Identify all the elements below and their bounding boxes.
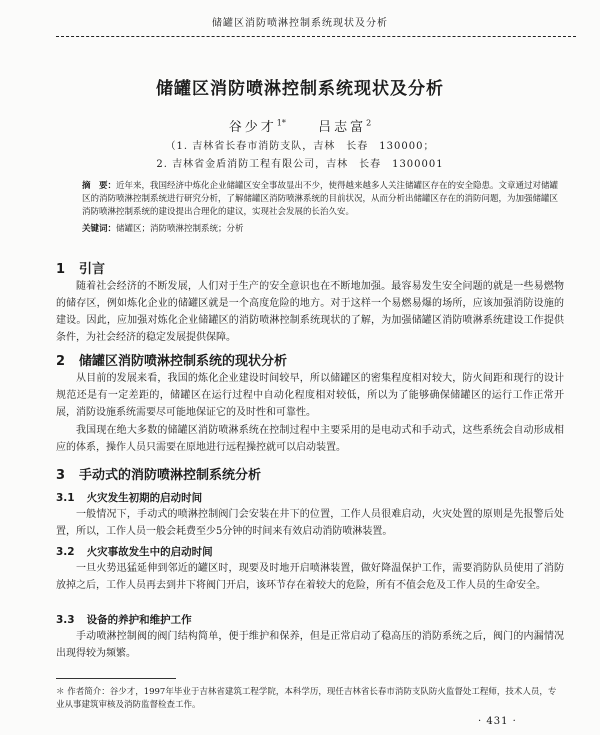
author-list bbox=[0, 116, 600, 135]
abstract bbox=[82, 180, 560, 219]
affiliation: （1. 吉林省长春市消防支队，吉林 长春 130000； bbox=[165, 141, 435, 152]
subsection-heading bbox=[56, 490, 202, 505]
section-heading bbox=[56, 464, 261, 483]
section-title: 手动式的消防喷淋控制系统分析 bbox=[79, 468, 262, 483]
subsection-number: 3.1 bbox=[56, 492, 75, 504]
subsection-title: 设备的养护和维护工作 bbox=[86, 614, 192, 626]
keywords-text: 储罐区；消防喷淋控制系统；分析 bbox=[116, 224, 244, 234]
body-paragraph: 我国现在绝大多数的储罐区消防喷淋系统在控制过程中主要采用的是电动式和手动式，这些系统会自动形成相应的体系，操作人员只需要在原地进行远程操控就可以启动装置。 bbox=[56, 425, 564, 453]
author-affil-mark: 2 bbox=[366, 118, 372, 128]
body-paragraph: 从目前的发展来看，我国的炼化企业建设时间较早，所以储罐区的密集程度相对较大，防火间距和现行的设计规范还是有一定差距的，储罐区在运行过程中自动化程度相对较低，所以为了能够确保储罐区的运行工作正常开展，消防设施系统需要尽可能地保证它的及时性和可靠性。 bbox=[56, 373, 564, 418]
abstract-label: 摘 要： bbox=[82, 181, 117, 191]
subsection-heading bbox=[56, 612, 192, 627]
subsection-title: 火灾发生初期的启动时间 bbox=[86, 492, 203, 504]
subsection-title: 火灾事故发生中的启动时间 bbox=[86, 546, 213, 558]
author-footnote: ＊ 作者简介：谷少才，1997年毕业于吉林省建筑工程学院，本科学历，现任吉林省长春市消防支队防火监督处工程师，技术人员，专业从事建筑审核及消防监督检查工作。 bbox=[56, 687, 557, 710]
section-heading bbox=[56, 350, 287, 369]
author-name: 吕志富 bbox=[318, 120, 367, 135]
subsection-heading bbox=[56, 544, 213, 559]
keywords bbox=[82, 222, 560, 234]
paper-title: 储罐区消防喷淋控制系统现状及分析 bbox=[156, 79, 444, 99]
abstract-text: 近年来，我国经济中炼化企业储罐区安全事故显出不少，使得越来越多人关注储罐区存在的安全隐患。文章通过对储罐区的消防喷淋控制系统进行研究分析，了解储罐区消防喷淋系统的目前状况，从而分析出储罐区存在的消防问题，为加强储罐区消防喷淋控制系统的建设提出合理化的建议，实现社会发展的长治久安。 bbox=[82, 181, 559, 217]
header-divider bbox=[56, 36, 576, 37]
keywords-label: 关键词： bbox=[82, 224, 117, 234]
body-paragraph: 手动喷淋控制阀的阀门结构简单，便于维护和保养，但是正常启动了稳高压的消防系统之后，阀门的内漏情况出现得较为频繁。 bbox=[56, 631, 564, 659]
body-paragraph: 一旦火势迅猛延伸到邻近的罐区时，现要及时地开启喷淋装置，做好降温保护工作，需要消防队员使用了消防放掉之后，工作人员再去到井下将阀门开启，该环节存在着较大的危险，所有不值会危及工作人员的生命安全。 bbox=[56, 563, 564, 591]
section-title: 储罐区消防喷淋控制系统的现状分析 bbox=[79, 354, 288, 369]
running-head: 储罐区消防喷淋控制系统现状及分析 bbox=[212, 18, 388, 29]
body-paragraph: 一般情况下，手动式的喷淋控制阀门会安装在井下的位置，工作人员很难启动，火灾处置的原则是先报警后处置，所以，工作人员一般会耗费至少5分钟的时间来有效启动消防喷淋装置。 bbox=[56, 509, 564, 537]
body-paragraph: 随着社会经济的不断发展，人们对于生产的安全意识也在不断地加强。最容易发生安全问题的就是一些易燃物的储存区，例如炼化企业的储罐区就是一个高度危险的地方。对于这样一个易燃易爆的场所，应该加强消防设施的建设。因此，应加强对炼化企业储罐区的消防喷淋控制系统现状的了解，为加强储罐区消防喷淋系统建设工作提供条件，为社会经济的稳定发展提供保障。 bbox=[56, 281, 564, 343]
section-number: 3 bbox=[56, 468, 66, 483]
section-number: 1 bbox=[56, 262, 66, 277]
author-name: 谷少才 bbox=[228, 120, 277, 135]
section-number: 2 bbox=[56, 354, 66, 369]
affiliation: 2. 吉林省金盾消防工程有限公司，吉林 长春 1300001 bbox=[156, 159, 444, 170]
subsection-number: 3.3 bbox=[56, 614, 75, 626]
footnote-divider bbox=[56, 678, 176, 679]
section-title: 引言 bbox=[79, 262, 106, 277]
page-number: · 431 · bbox=[478, 716, 517, 727]
section-heading bbox=[56, 258, 105, 277]
author-affil-mark: 1* bbox=[276, 118, 286, 128]
subsection-number: 3.2 bbox=[56, 546, 75, 558]
